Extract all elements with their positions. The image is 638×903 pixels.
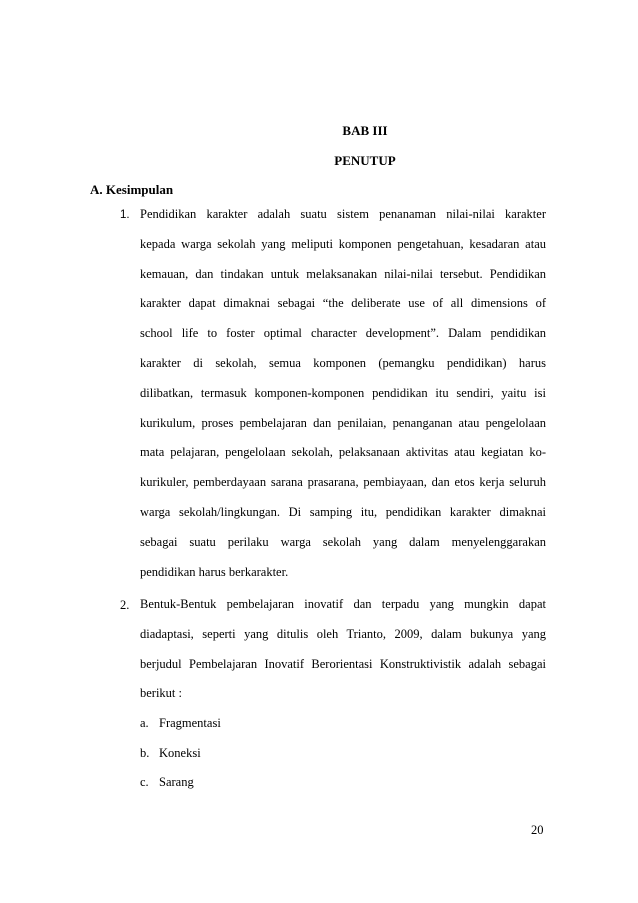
sub-list-letter: b. xyxy=(140,746,150,760)
list-item-paragraph xyxy=(140,590,546,709)
paragraph-line: kepada warga sekolah yang meliputi komponen pengetahuan, kesadaran atau xyxy=(140,236,546,251)
paragraph-line: kurikuler, pemberdayaan sarana prasarana, pembiayaan, dan etos kerja seluruh xyxy=(140,475,546,490)
paragraph-line: Bentuk-Bentuk pembelajaran inovatif dan terpadu yang mungkin dapat xyxy=(140,597,546,611)
paragraph-line: berikut : xyxy=(140,686,183,701)
sub-list-item xyxy=(140,773,194,791)
sub-list-text: Sarang xyxy=(159,775,194,789)
sub-list-letter: c. xyxy=(140,775,149,789)
list-item-paragraph xyxy=(140,200,546,587)
paragraph-line: sebagai suatu perilaku warga sekolah yang dalam menyelenggarakan xyxy=(140,534,546,549)
list-item-number: 1. xyxy=(120,209,130,221)
paragraph-line: kurikulum, proses pembelajaran dan penilaian, penanganan atau pengelolaan xyxy=(140,415,546,430)
paragraph-line: warga sekolah/lingkungan. Di samping itu, pendidikan karakter dimaknai xyxy=(140,504,546,519)
sub-list-letter: a. xyxy=(140,716,149,730)
paragraph-line: kemauan, dan tindakan untuk melaksanakan nilai-nilai tersebut. Pendidikan xyxy=(140,266,546,281)
section-heading: A. Kesimpulan xyxy=(90,182,174,197)
paragraph-line: karakter di sekolah, semua komponen (pemangku pendidikan) harus xyxy=(140,355,546,370)
paragraph-line: karakter dapat dimaknai sebagai “the deliberate use of all dimensions of xyxy=(140,296,546,311)
paragraph-line: diadaptasi, seperti yang ditulis oleh Trianto, 2009, dalam bukunya yang xyxy=(140,626,546,641)
chapter-title: PENUTUP xyxy=(334,153,396,168)
paragraph-line: pendidikan harus berkarakter. xyxy=(140,564,289,579)
sub-list-text: Fragmentasi xyxy=(159,716,221,730)
paragraph-line: Pendidikan karakter adalah suatu sistem penanaman nilai-nilai karakter xyxy=(140,207,546,221)
paragraph-line: mata pelajaran, pengelolaan sekolah, pelaksanaan aktivitas atau kegiatan ko- xyxy=(140,445,546,460)
paragraph-line: school life to foster optimal character development”. Dalam pendidikan xyxy=(140,326,546,341)
page-number: 20 xyxy=(531,823,544,837)
sub-list-item xyxy=(140,714,221,732)
paragraph-line: berjudul Pembelajaran Inovatif Berorientasi Konstruktivistik adalah sebagai xyxy=(140,656,546,671)
list-item-number: 2. xyxy=(120,598,130,612)
sub-list-item xyxy=(140,744,201,762)
sub-list-text: Koneksi xyxy=(159,746,201,760)
chapter-number: BAB III xyxy=(342,123,388,138)
paragraph-line: dilibatkan, termasuk komponen-komponen pendidikan itu sendiri, yaitu isi xyxy=(140,385,546,400)
